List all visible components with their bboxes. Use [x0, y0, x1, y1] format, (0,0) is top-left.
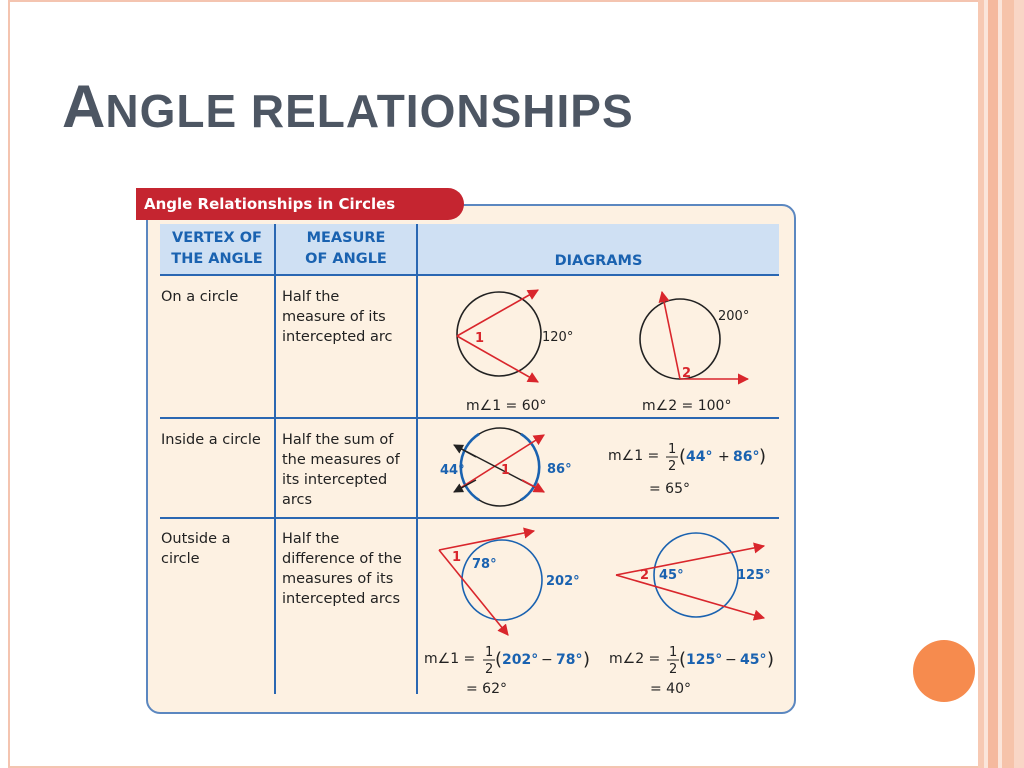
angle-relationships-figure [136, 186, 798, 714]
circle-shape [462, 540, 542, 620]
equation-result: = 62° [466, 681, 507, 697]
row-3-measure-line-2: difference of the [282, 551, 402, 567]
row-3-measure-line-4: intercepted arcs [282, 591, 401, 607]
diagram-angle-outside-circle-2 [609, 533, 774, 697]
arc-label: 120° [542, 330, 574, 345]
circle-shape [640, 299, 720, 379]
fraction-numerator: 1 [668, 442, 677, 457]
diagram-angle-outside-circle-1 [424, 531, 590, 697]
arc-label: 86° [547, 462, 572, 477]
row-2-measure-line-2: the measures of [282, 452, 400, 468]
equation-term: 45° [740, 652, 767, 668]
diagrams-svg [136, 186, 798, 714]
paren-close: ) [759, 446, 767, 467]
arc-label: 78° [472, 557, 497, 572]
row-3-measure-line-3: measures of its [282, 571, 394, 587]
slide-frame-top [8, 0, 980, 2]
row-2-measure-line-1: Half the sum of [282, 432, 394, 448]
secant-ray [439, 531, 534, 550]
angle-label: 2 [682, 366, 692, 381]
paren-open: ( [679, 446, 687, 467]
chord-ray [457, 336, 538, 382]
figure-heading: Angle Relationships in Circles [136, 188, 464, 220]
equation-term: 78° [556, 652, 583, 668]
equation-result: = 40° [650, 681, 691, 697]
row-2-vertex-line: Inside a circle [161, 432, 261, 448]
circle-shape [457, 292, 541, 376]
diagram-inscribed-angle-1 [457, 290, 573, 414]
row-2-measure-line-4: arcs [282, 492, 313, 508]
arc-label: 200° [718, 309, 750, 324]
row-3-measure-line-1: Half the [282, 531, 340, 547]
minus-sign: − [541, 652, 553, 668]
paren-close: ) [767, 649, 775, 670]
orange-circle-decoration [913, 640, 975, 702]
angle-label: 1 [452, 550, 462, 565]
equation-term: 44° [686, 449, 713, 465]
header-measure-line-2: OF ANGLE [305, 251, 387, 267]
header-measure-line-1: MEASURE [306, 230, 386, 246]
equation-term: 202° [502, 652, 539, 668]
plus-sign: + [718, 449, 730, 465]
paren-open: ( [679, 649, 687, 670]
row-1-vertex-line: On a circle [161, 289, 239, 305]
equation-lhs: m∠1 = [424, 651, 476, 667]
row-3-vertex-line-1: Outside a [161, 531, 231, 547]
row-1-measure-line-1: Half the [282, 289, 340, 305]
header-vertex-line-2: THE ANGLE [171, 251, 263, 267]
arc-label: 125° [737, 568, 771, 583]
row-2-measure-line-3: its intercepted [282, 472, 388, 488]
arc-label: 202° [546, 574, 580, 589]
paren-close: ) [583, 649, 591, 670]
row-1-measure-line-2: measure of its [282, 309, 386, 325]
minus-sign: − [725, 652, 737, 668]
fraction-denominator: 2 [669, 662, 678, 677]
equation-term: 125° [686, 652, 723, 668]
fraction-numerator: 1 [669, 645, 678, 660]
slide-frame-left [8, 0, 10, 768]
angle-label: 1 [501, 463, 511, 478]
chord-ray [662, 292, 680, 379]
arc-label: 44° [440, 463, 465, 478]
row-3-vertex-line-2: circle [161, 551, 200, 567]
header-vertex-line-1: VERTEX OF [172, 230, 262, 246]
equation-term: 86° [733, 449, 760, 465]
angle-label: 2 [640, 568, 650, 583]
fraction-denominator: 2 [485, 662, 494, 677]
diagram-tangent-chord-angle-2 [640, 292, 749, 414]
decorative-stripes [978, 0, 1024, 768]
fraction-numerator: 1 [485, 645, 494, 660]
row-1-measure-line-3: intercepted arc [282, 329, 393, 345]
equation-lhs: m∠1 = [608, 448, 660, 464]
equation-label: m∠2 = 100° [642, 398, 732, 414]
header-diagrams: DIAGRAMS [554, 253, 643, 269]
title-rest: NGLE RELATIONSHIPS [105, 85, 634, 137]
arc-label: 45° [659, 568, 684, 583]
paren-open: ( [495, 649, 503, 670]
slide-title [62, 72, 634, 141]
diagram-angle-inside-circle [440, 428, 766, 506]
title-initial: A [62, 73, 106, 140]
chord-ray [457, 290, 538, 336]
angle-label: 1 [475, 331, 485, 346]
equation-label: m∠1 = 60° [466, 398, 547, 414]
equation-result: = 65° [649, 481, 690, 497]
equation-lhs: m∠2 = [609, 651, 661, 667]
fraction-denominator: 2 [668, 459, 677, 474]
